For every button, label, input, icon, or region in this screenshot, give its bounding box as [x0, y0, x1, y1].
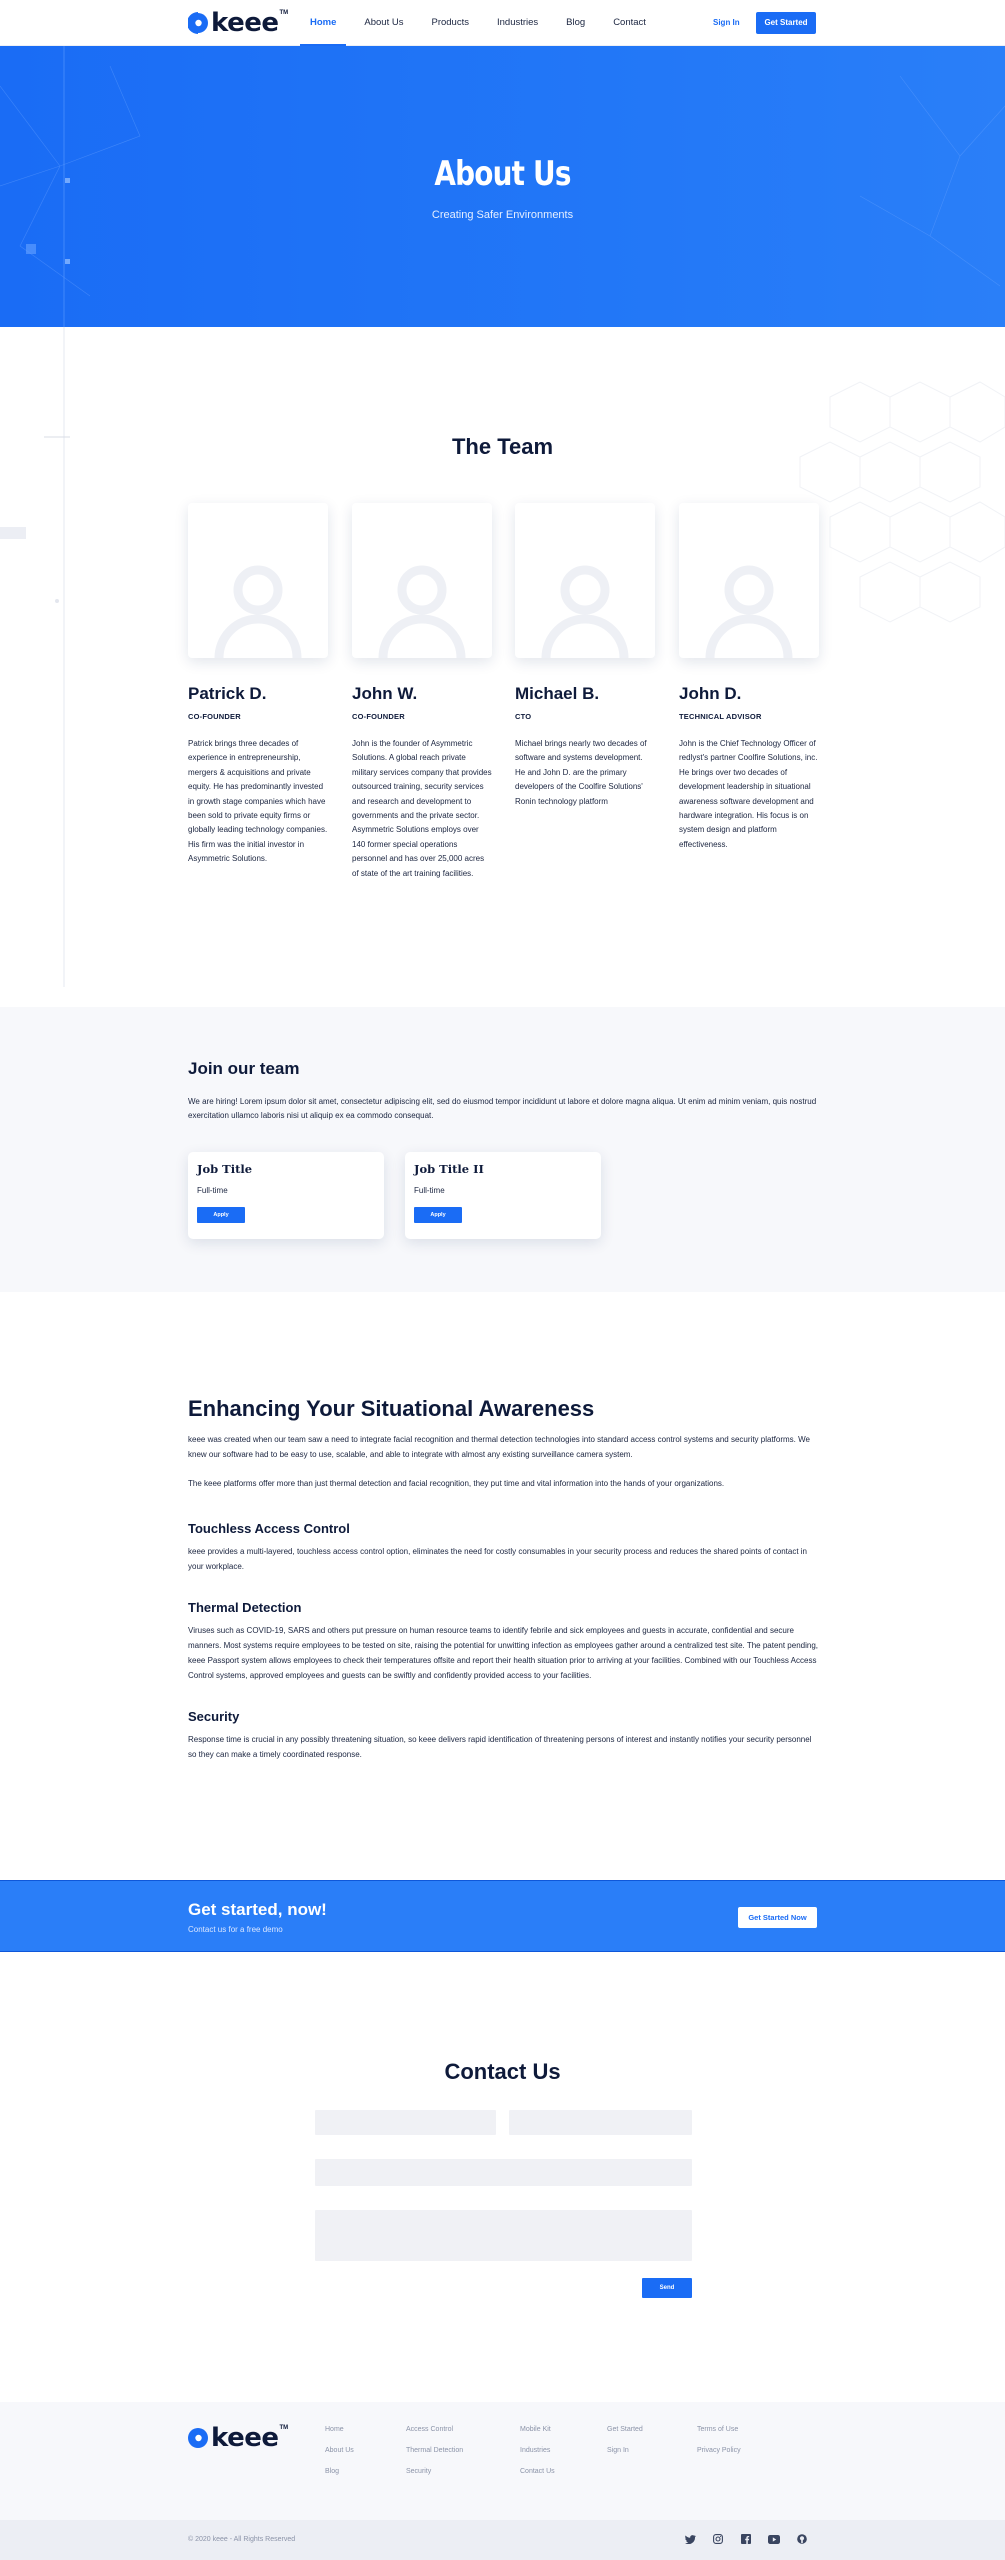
user-placeholder-icon [367, 548, 477, 658]
sign-in-link[interactable]: Sign In [713, 18, 740, 27]
section-heading: Security [188, 1709, 240, 1724]
member-role: CO-FOUNDER [352, 712, 405, 721]
nav-link-industries[interactable]: Industries [496, 17, 539, 28]
nav-link-home[interactable]: Home [300, 0, 346, 46]
footer-link-about-us[interactable]: About Us [325, 2447, 354, 2454]
trademark: TM [279, 2425, 289, 2431]
job-type: Full-time [197, 1186, 228, 1195]
get-started-button[interactable]: Get Started [756, 12, 816, 34]
nav-link-about-us[interactable]: About Us [364, 17, 404, 28]
awareness-title: Enhancing Your Situational Awareness [188, 1396, 595, 1421]
footer-logo[interactable] [188, 2424, 288, 2452]
cta-subtitle: Contact us for a free demo [188, 1925, 283, 1934]
footer-column [406, 2425, 463, 2488]
member-bio: John is the Chief Technology Officer of redlyst's partner Coolfire Solutions, inc. He brings over two decades of development leadership in situational awareness software development and hardware integration. His focus is on system design and platform effectiveness. [679, 739, 818, 849]
footer-link-terms[interactable]: Terms of Use [697, 2426, 739, 2433]
footer-link-home[interactable]: Home [325, 2426, 344, 2433]
join-section [0, 1007, 1005, 1292]
join-text: We are hiring! Lorem ipsum dolor sit amet, consectetur adipiscing elit, sed do eiusmod tempor incididunt ut labore et dolore magna aliqua. Ut enim ad minim veniam, quis nostrud exercitation ullamco laboris nisi ut aliquip ex ea commodo consequat. [188, 1097, 817, 1120]
hero-title: About Us [434, 154, 571, 194]
cta-title: Get started, now! [188, 1900, 327, 1919]
team-title: The Team [451, 434, 554, 459]
footer-link-contact-us[interactable]: Contact Us [520, 2468, 555, 2475]
footer-link-industries[interactable]: Industries [520, 2447, 551, 2454]
section-text: Viruses such as COVID-19, SARS and others put pressure on human resource teams to identify febrile and sick employees and guests in accurate, confidential and secure manners. Most systems require employees to be tested on site, raising the potential for unwitting infection as employees gather around a centralized test site. The patent pending, keee Passport system allows employees to check their temperatures offsite and report their health situation prior to arriving at your facilities. Combined with our Touchless Access Control systems, approved employees and guests can be swiftly and confidently provided access to your facilities. [188, 1626, 818, 1680]
brand-logo[interactable] [188, 7, 288, 39]
first-name-field[interactable] [315, 2110, 496, 2135]
footer-link-mobile-kit[interactable]: Mobile Kit [520, 2426, 551, 2433]
job-type: Full-time [414, 1186, 445, 1195]
footer-link-access-control[interactable]: Access Control [406, 2426, 454, 2433]
avatar [188, 503, 328, 658]
member-role: CTO [515, 712, 532, 721]
hero-subtitle: Creating Safer Environments [431, 209, 574, 221]
user-placeholder-icon [203, 548, 313, 658]
footer-link-privacy[interactable]: Privacy Policy [697, 2447, 741, 2454]
twitter-icon[interactable] [684, 2533, 696, 2545]
copyright: © 2020 keee - All Rights Reserved [188, 2536, 296, 2543]
section-heading: Touchless Access Control [188, 1521, 350, 1536]
logo-mark-icon [188, 2424, 208, 2452]
message-field[interactable] [315, 2210, 692, 2261]
nav-link-blog[interactable]: Blog [566, 17, 586, 28]
nav-link-contact[interactable]: Contact [613, 17, 646, 28]
facebook-icon[interactable] [740, 2533, 752, 2545]
awareness-section [188, 1396, 818, 1762]
member-bio: Michael brings nearly two decades of software and systems development. He and John D. are the primary developers of the Coolfire Solutions' Ronin technology platform [515, 739, 647, 806]
send-button[interactable]: Send [642, 2278, 692, 2298]
member-name: Patrick D. [188, 684, 267, 703]
apply-button[interactable]: Apply [197, 1207, 245, 1223]
trademark: TM [279, 10, 289, 16]
section-heading: Thermal Detection [188, 1600, 302, 1615]
team-member-card [352, 503, 492, 881]
avatar [515, 503, 655, 658]
youtube-icon[interactable] [768, 2533, 780, 2545]
footer-column [520, 2425, 555, 2488]
social-links [684, 2533, 824, 2545]
footer-column [325, 2425, 354, 2488]
avatar [679, 503, 819, 658]
job-title: Job Title [197, 1162, 253, 1176]
footer-link-security[interactable]: Security [406, 2468, 432, 2475]
section-text: keee provides a multi-layered, touchless access control option, eliminates the need for costly consumables in your security process and reduces the shared points of contact in your workplace. [188, 1547, 807, 1571]
avatar [352, 503, 492, 658]
user-placeholder-icon [694, 548, 804, 658]
top-nav [0, 0, 1005, 46]
team-member-card [679, 503, 819, 852]
member-bio: John is the founder of Asymmetric Solutions. A global reach private military services company that provides outsourced training, security services and research and development to governments and the private sector. Asymmetric Solutions employs over 140 former special operations personnel and has over 25,000 acres of state of the art training facilities. [352, 739, 492, 878]
section-text: Response time is crucial in any possibly threatening situation, so keee delivers rapid identification of threatening persons of interest and instantly notifies your security personnel so they can make a timely coordinated response. [188, 1735, 812, 1759]
member-name: John D. [679, 684, 742, 703]
team-member-card [515, 503, 655, 809]
github-icon[interactable] [796, 2533, 808, 2545]
job-card [188, 1152, 384, 1239]
member-role: TECHNICAL ADVISOR [679, 712, 762, 721]
email-field[interactable] [315, 2159, 692, 2186]
team-background-pattern [0, 327, 1005, 987]
last-name-field[interactable] [509, 2110, 692, 2135]
apply-button[interactable]: Apply [414, 1207, 462, 1223]
footer-link-sign-in[interactable]: Sign In [607, 2447, 629, 2454]
member-name: John W. [352, 684, 418, 703]
nav-links [300, 0, 664, 46]
member-name: Michael B. [515, 684, 600, 703]
footer-link-blog[interactable]: Blog [325, 2468, 340, 2475]
logo-text: keee [211, 8, 279, 38]
member-role: CO-FOUNDER [188, 712, 241, 721]
logo-mark-icon [188, 9, 208, 37]
footer-link-get-started[interactable]: Get Started [607, 2426, 643, 2433]
footer-bottom-bar [0, 2520, 1005, 2560]
get-started-now-button[interactable]: Get Started Now [738, 1907, 817, 1928]
user-placeholder-icon [530, 548, 640, 658]
footer-column [607, 2425, 643, 2467]
logo-text: keee [211, 2423, 279, 2453]
contact-title: Contact Us [444, 2059, 561, 2084]
footer [0, 2402, 1005, 2560]
instagram-icon[interactable] [712, 2533, 724, 2545]
nav-link-products[interactable]: Products [431, 17, 469, 28]
join-title: Join our team [188, 1059, 300, 1078]
member-bio: Patrick brings three decades of experience in entrepreneurship, mergers & acquisitions and private equity. He has predominantly invested in growth stage companies which have been sold to private equity firms or globally leading technology companies. His firm was the initial investor in Asymmetric Solutions. [188, 739, 328, 864]
footer-column [697, 2425, 741, 2467]
awareness-intro: The keee platforms offer more than just thermal detection and facial recognition, they put time and vital information into the hands of your organizations. [188, 1479, 725, 1488]
job-card [405, 1152, 601, 1239]
awareness-intro: keee was created when our team saw a need to integrate facial recognition and thermal detection technologies into standard access control systems and security platforms. We knew our software had to be easy to use, scalable, and able to integrate with almost any existing surveillance camera system. [188, 1435, 810, 1459]
hero-banner [0, 46, 1005, 327]
cta-band [0, 1880, 1005, 1952]
job-title: Job Title II [414, 1162, 484, 1176]
footer-link-thermal-detection[interactable]: Thermal Detection [406, 2447, 464, 2454]
team-member-card [188, 503, 328, 867]
